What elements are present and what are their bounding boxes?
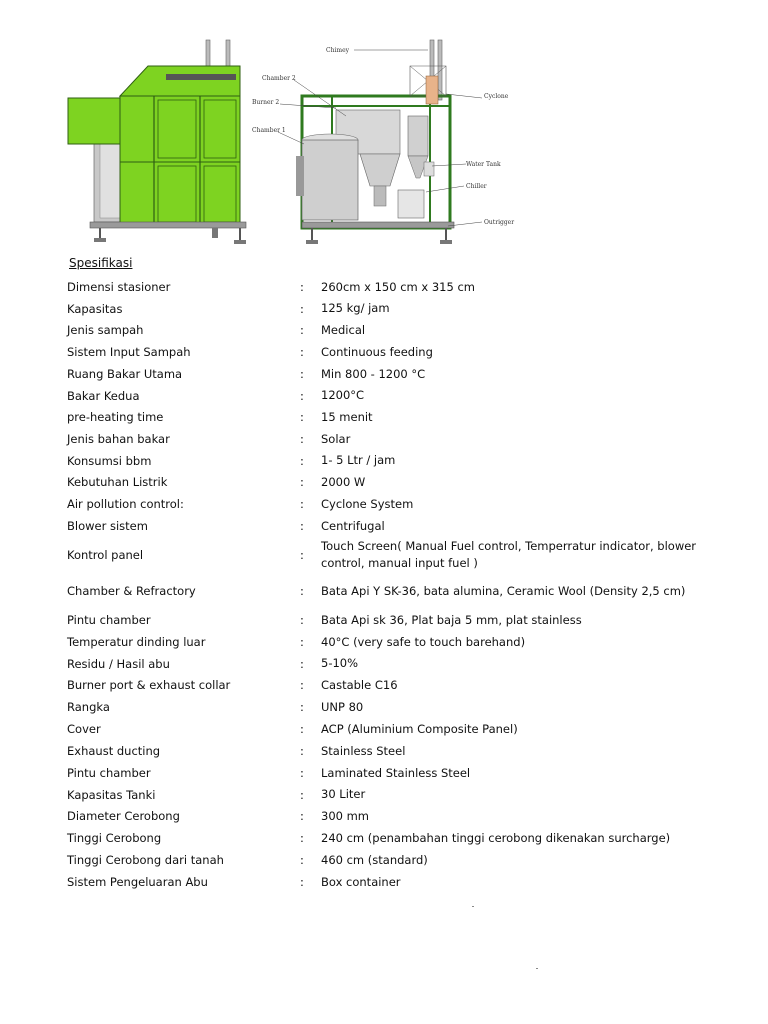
spec-separator: : — [300, 584, 304, 598]
spec-value: Continuous feeding — [321, 344, 433, 359]
spec-key: Bakar Kedua — [67, 388, 140, 403]
label-cyclone: Cyclone — [484, 93, 509, 100]
spec-value: 300 mm — [321, 808, 370, 823]
spec-row — [67, 762, 721, 784]
spec-separator: : — [300, 656, 304, 671]
spec-separator: : — [300, 700, 304, 714]
label-chiller: Chiller — [466, 183, 487, 190]
spec-value: ACP (Aluminium Composite Panel) — [321, 721, 518, 736]
spec-value: 260cm x 150 cm x 315 cm — [321, 279, 475, 294]
spec-key: Air pollution control: — [67, 497, 184, 511]
spec-row — [67, 450, 721, 471]
spec-value: Castable C16 — [321, 677, 398, 692]
spec-separator: : — [300, 453, 304, 468]
spec-value: Stainless Steel — [321, 743, 406, 758]
spec-row — [67, 515, 721, 537]
spec-separator: : — [300, 519, 304, 533]
spec-row — [67, 849, 721, 871]
spec-key: Tinggi Cerobong — [67, 831, 162, 845]
spec-key: Pintu chamber — [67, 766, 151, 780]
spec-row — [67, 406, 721, 428]
spec-key: Pintu chamber — [67, 613, 151, 627]
spec-key: Chamber & Refractory — [67, 584, 196, 598]
spec-row — [67, 573, 721, 609]
spec-key: Tinggi Cerobong dari tanah — [67, 853, 224, 867]
spec-value: Medical — [321, 322, 366, 337]
label-chimney: Chimey — [326, 47, 350, 54]
spec-separator: : — [300, 410, 304, 424]
spec-row — [67, 319, 721, 341]
spec-key: Konsumsi bbm — [67, 453, 152, 468]
spec-separator: : — [300, 831, 304, 845]
spec-row — [67, 805, 721, 827]
spec-row — [67, 827, 721, 849]
spec-key: Dimensi stasioner — [67, 280, 171, 294]
spec-value: Bata Api Y SK-36, bata alumina, Ceramic Wool (Density 2,5 cm) — [321, 583, 686, 598]
spec-key: Ruang Bakar Utama — [67, 367, 183, 381]
spec-key: Rangka — [67, 700, 110, 714]
spec-value: 40°C (very safe to touch barehand) — [321, 634, 526, 649]
spec-separator: : — [300, 722, 304, 736]
spec-row — [67, 471, 721, 493]
spec-separator: : — [300, 345, 304, 359]
spec-row — [67, 631, 721, 653]
spec-separator: : — [300, 678, 304, 692]
spec-separator: : — [300, 497, 304, 511]
spec-value: 2000 W — [321, 474, 366, 489]
spec-value: 1200°C — [321, 388, 365, 402]
spec-key: Jenis sampah — [67, 323, 144, 337]
label-chamber-2: Chamber 2 — [262, 75, 296, 82]
label-water-tank: Water Tank — [466, 161, 501, 168]
spec-table — [67, 276, 721, 893]
spec-value: Cyclone System — [321, 496, 414, 511]
spec-separator: : — [300, 301, 304, 316]
spec-value: UNP 80 — [321, 699, 364, 714]
spec-row — [67, 363, 721, 385]
spec-key: Cover — [67, 722, 101, 736]
scan-speck — [472, 906, 474, 907]
spec-row — [67, 653, 721, 674]
spec-separator: : — [300, 367, 304, 381]
spec-separator: : — [300, 787, 304, 802]
spec-key: Kapasitas Tanki — [67, 787, 156, 802]
spec-row — [67, 609, 721, 631]
spec-separator: : — [300, 613, 304, 627]
spec-key: Jenis bahan bakar — [67, 432, 170, 446]
spec-key: pre-heating time — [67, 410, 164, 424]
spec-value: Box container — [321, 874, 401, 889]
spec-key: Exhaust ducting — [67, 744, 161, 758]
spec-separator: : — [300, 475, 304, 489]
spec-key: Sistem Pengeluaran Abu — [67, 875, 208, 889]
spec-row — [67, 385, 721, 406]
spec-separator: : — [300, 744, 304, 758]
incinerator-exterior-drawing — [60, 36, 260, 252]
spec-value: 240 cm (penambahan tinggi cerobong dikenakan surcharge) — [321, 830, 671, 845]
scan-speck — [536, 968, 538, 969]
spec-value: Solar — [321, 431, 351, 446]
spec-row — [67, 871, 721, 893]
spec-value: Centrifugal — [321, 518, 385, 533]
label-chamber-1: Chamber 1 — [252, 127, 286, 134]
spec-row — [67, 718, 721, 740]
spec-separator: : — [300, 388, 304, 403]
spec-separator: : — [300, 323, 304, 337]
incinerator-cutaway-drawing — [250, 36, 530, 252]
spec-row — [67, 696, 721, 718]
spec-key: Kontrol panel — [67, 548, 144, 562]
spec-value: 460 cm (standard) — [321, 852, 428, 867]
label-burner-2: Burner 2 — [252, 99, 280, 106]
spec-key: Kapasitas — [67, 301, 123, 316]
spec-value: 30 Liter — [321, 787, 366, 801]
spec-value: Touch Screen( Manual Fuel control, Temperratur indicator, blower control, manual input fuel ) — [321, 539, 697, 570]
spec-row — [67, 493, 721, 515]
spec-row — [67, 276, 721, 298]
spec-key: Diameter Cerobong — [67, 809, 180, 823]
spec-separator: : — [300, 809, 304, 823]
spec-row — [67, 740, 721, 762]
spec-value: Bata Api sk 36, Plat baja 5 mm, plat stainless — [321, 612, 582, 627]
spec-separator: : — [300, 432, 304, 446]
spec-key: Temperatur dinding luar — [67, 635, 206, 649]
spec-value: Laminated Stainless Steel — [321, 765, 471, 780]
spec-value: 1- 5 Ltr / jam — [321, 453, 396, 467]
spec-separator: : — [300, 635, 304, 649]
spec-row — [67, 428, 721, 450]
spec-key: Residu / Hasil abu — [67, 656, 170, 671]
spec-separator: : — [300, 548, 304, 562]
spec-row — [67, 537, 721, 573]
spec-row — [67, 341, 721, 363]
spec-value: 125 kg/ jam — [321, 301, 390, 315]
spec-separator: : — [300, 853, 304, 867]
spec-key: Burner port & exhaust collar — [67, 678, 231, 692]
spec-key: Kebutuhan Listrik — [67, 475, 168, 489]
spec-title: Spesifikasi — [69, 256, 133, 270]
spec-separator: : — [300, 280, 304, 294]
spec-key: Blower sistem — [67, 519, 148, 533]
spec-row — [67, 784, 721, 805]
spec-row — [67, 298, 721, 319]
spec-value: Min 800 - 1200 °C — [321, 366, 426, 381]
label-outrigger: Outrigger — [484, 219, 515, 226]
spec-value: 15 menit — [321, 409, 373, 424]
spec-key: Sistem Input Sampah — [67, 345, 191, 359]
spec-separator: : — [300, 875, 304, 889]
spec-row — [67, 674, 721, 696]
spec-separator: : — [300, 766, 304, 780]
spec-value: 5-10% — [321, 656, 359, 670]
